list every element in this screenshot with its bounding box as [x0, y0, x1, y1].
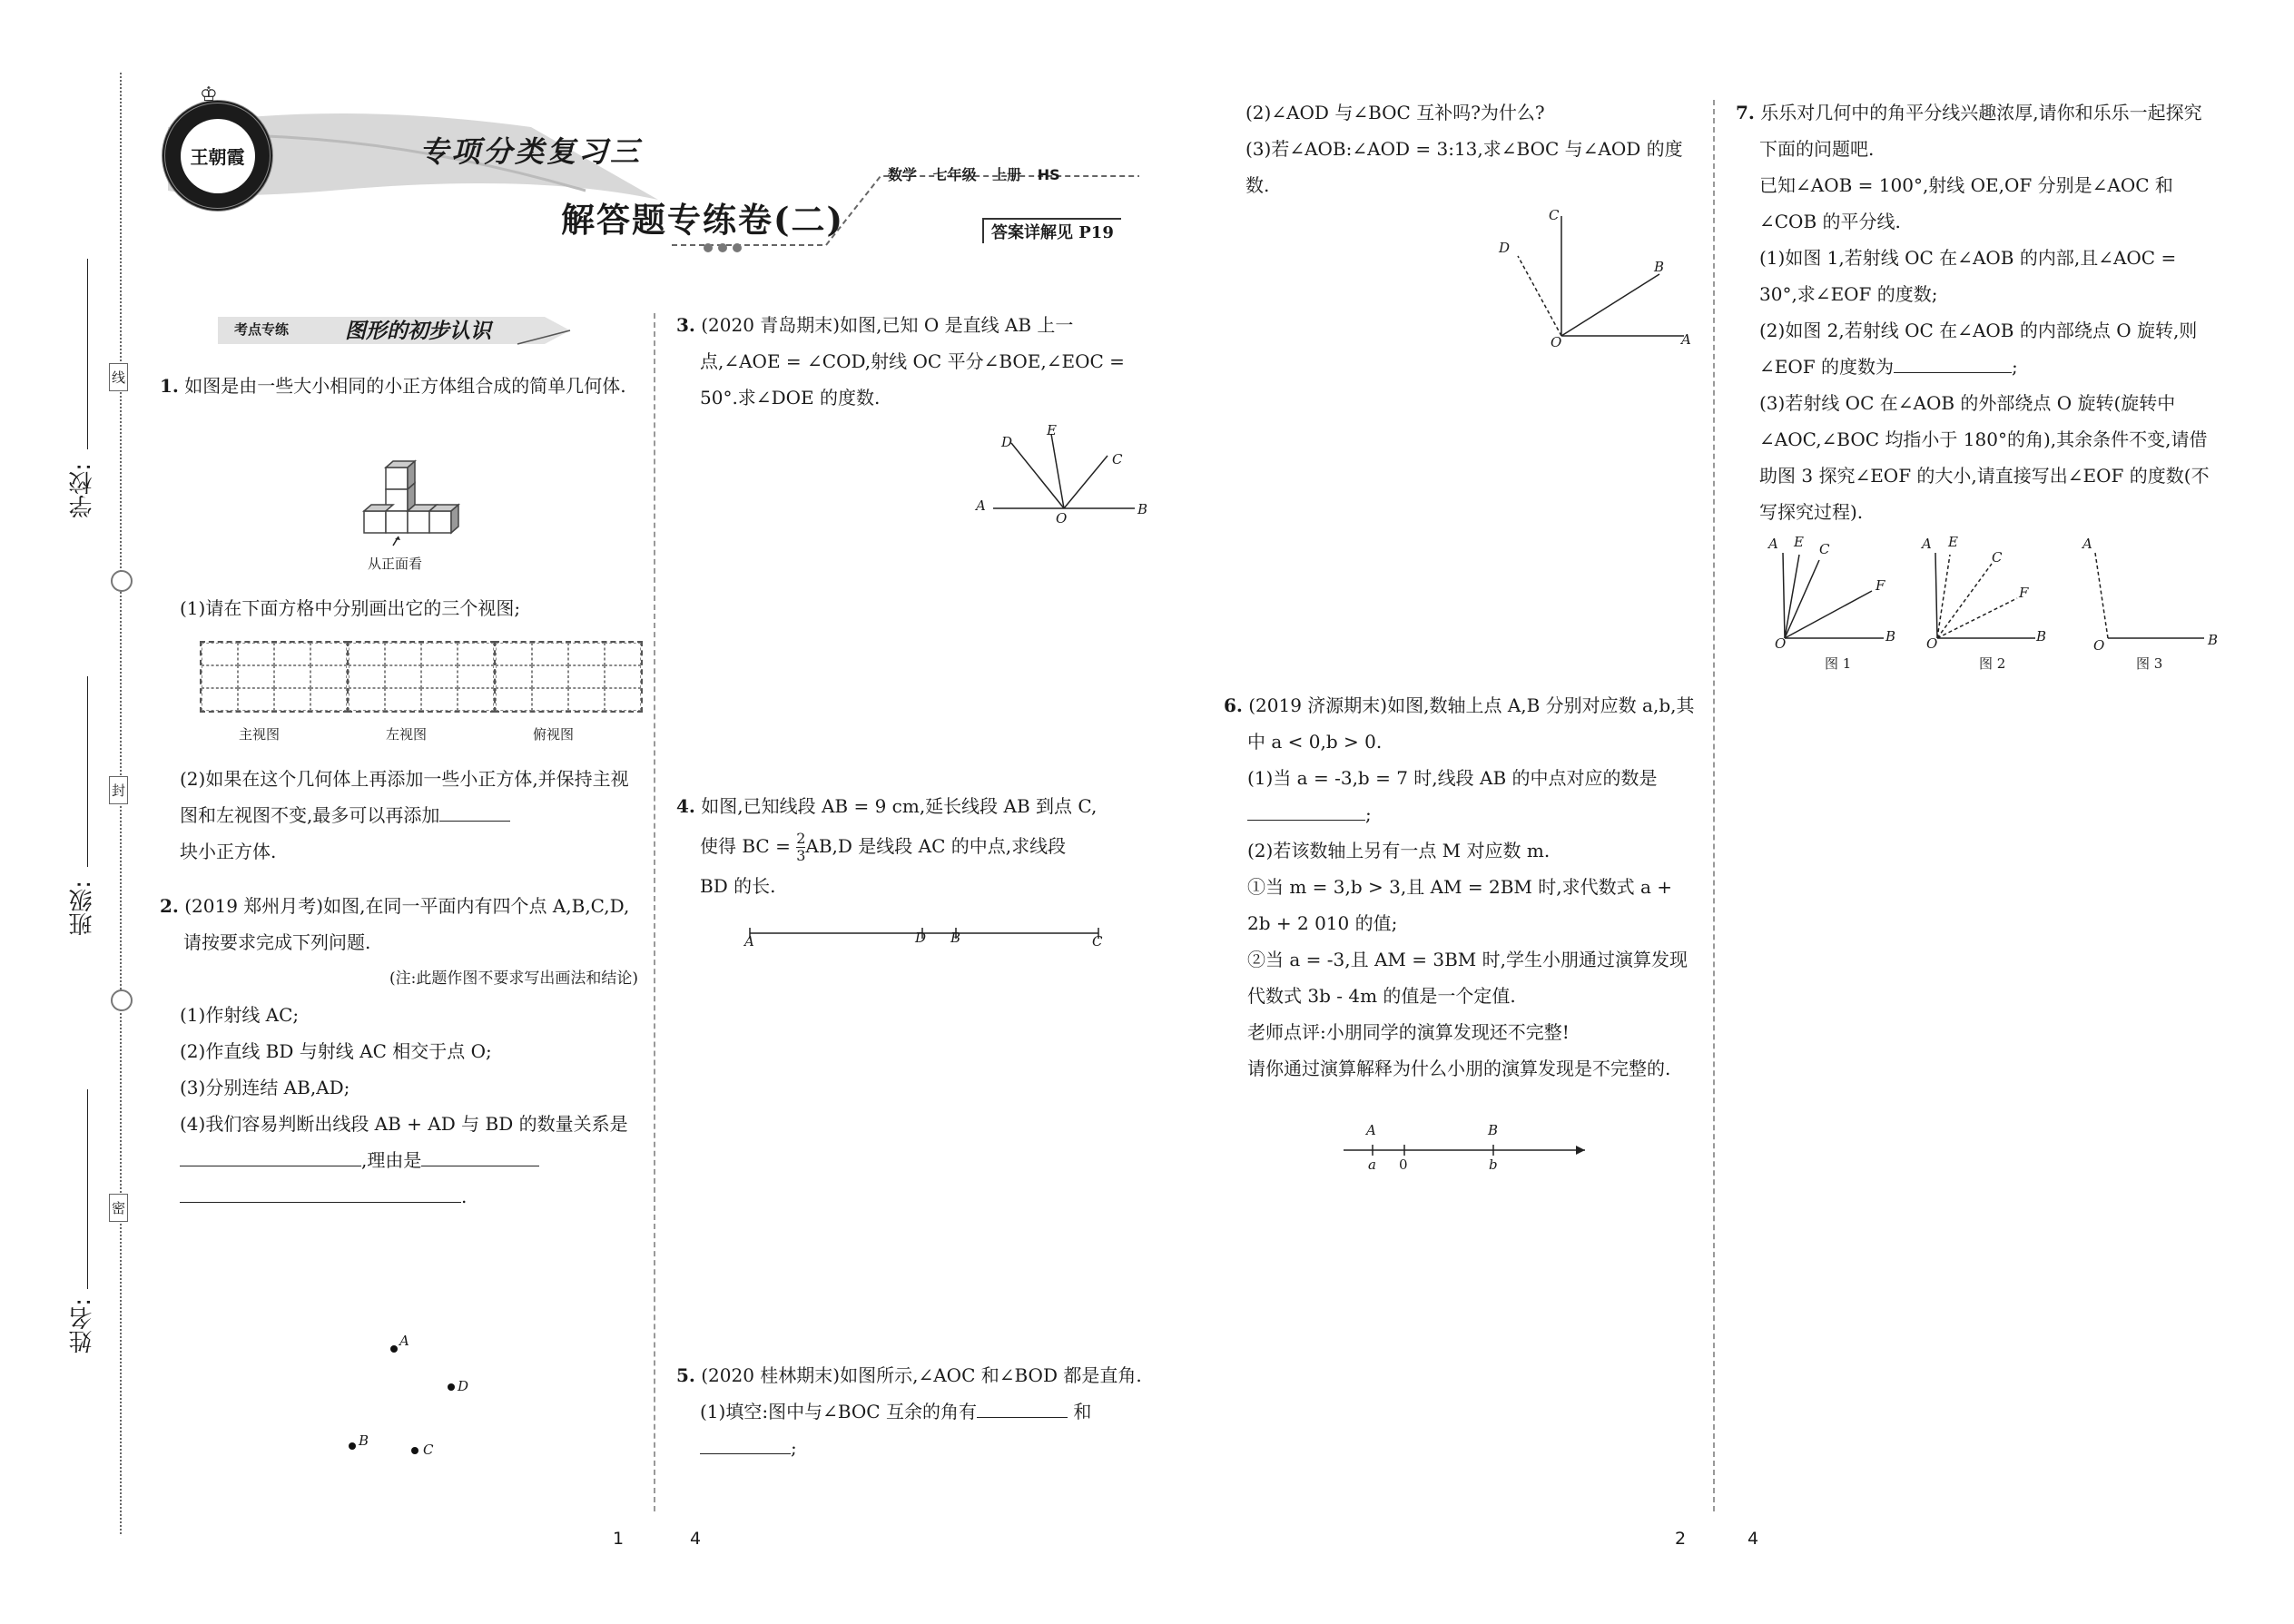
- question-4: [676, 786, 1148, 906]
- point-label: A: [399, 1333, 409, 1349]
- part-text: (1)填空:图中与∠BOC 互余的角有: [700, 1401, 977, 1422]
- question-1: [160, 368, 632, 404]
- point-label: E: [1047, 422, 1057, 438]
- point-label: B: [2208, 632, 2219, 648]
- part-text: (2)如果在这个几何体上再添加一些小正方体,并保持主视图和左视图不变,最多可以再添加: [180, 768, 629, 826]
- point-label: C: [1092, 933, 1103, 950]
- grid-left-view[interactable]: [347, 641, 496, 713]
- part-text: 块小正方体.: [180, 841, 277, 862]
- page-number: 4: [1748, 1529, 1759, 1549]
- point-label: O: [1926, 635, 1938, 652]
- grid-label-main: 主视图: [239, 726, 281, 743]
- question-stem: 使得 BC =: [700, 835, 797, 857]
- part-text: ;: [2012, 356, 2018, 378]
- point-label: A: [976, 497, 986, 514]
- grid-label-top: 俯视图: [533, 726, 575, 743]
- school-label: 学校:: [69, 463, 96, 518]
- part-text: ,理由是: [361, 1149, 422, 1171]
- part-text: (2)如图 2,若射线 OC 在∠AOB 的内部绕点 O 旋转,则∠EOF 的度数为: [1759, 320, 2198, 378]
- question-number: 5.: [676, 1364, 695, 1386]
- point-label: C: [1992, 549, 2003, 566]
- name-blank[interactable]: [87, 1089, 88, 1289]
- point-label: F: [1876, 577, 1885, 594]
- column-divider: [654, 313, 655, 1511]
- point-label: O: [1775, 635, 1787, 652]
- seal-mark-line: 线: [109, 363, 128, 391]
- answer-blank[interactable]: [977, 1393, 1068, 1418]
- point-label: O: [1551, 334, 1562, 350]
- section-tag: 考点专练: [234, 321, 290, 338]
- part-text: ;: [1365, 803, 1372, 825]
- answer-blank[interactable]: [1247, 796, 1365, 821]
- axis-label: b: [1489, 1156, 1498, 1173]
- question-number: 3.: [676, 314, 695, 336]
- grid-main-view[interactable]: [200, 641, 349, 713]
- point-label: A: [1768, 536, 1778, 552]
- question-number: 6.: [1224, 694, 1243, 716]
- answer-blank[interactable]: [180, 1142, 361, 1166]
- figure-caption: 图 1: [1825, 655, 1852, 672]
- series-title: 专项分类复习三: [419, 134, 643, 169]
- point-label: D: [458, 1378, 469, 1394]
- point-label: D: [1499, 240, 1511, 256]
- binding-hole-icon: [111, 989, 133, 1011]
- school-blank[interactable]: [87, 259, 88, 449]
- answer-blank[interactable]: [439, 797, 510, 822]
- question-stem: (2019 郑州月考)如图,在同一平面内有四个点 A,B,C,D,请按要求完成下列问题.: [183, 895, 630, 953]
- figure-caption: 图 3: [2136, 655, 2163, 672]
- seal-mark-seal: 封: [109, 776, 128, 804]
- part-text: (1)当 a = -3,b = 7 时,线段 AB 的中点对应的数是: [1247, 767, 1658, 789]
- point-label: F: [2019, 585, 2029, 601]
- point-label: D: [915, 930, 927, 946]
- question-1-part-2: [180, 761, 638, 870]
- question-2-part-2: (2)作直线 BD 与射线 AC 相交于点 O;: [180, 1040, 492, 1062]
- answer-blank[interactable]: [700, 1430, 791, 1454]
- axis-label: a: [1368, 1156, 1376, 1173]
- page-number: 1: [613, 1529, 625, 1549]
- question-6-part-2-2: ②当 a = -3,且 AM = 3BM 时,学生小朋通过演算发现代数式 3b - 4m 的值是一个定值.: [1247, 949, 1688, 1007]
- answer-blank[interactable]: [180, 1178, 461, 1203]
- question-5-part-3: (3)若∠AOB:∠AOD = 3:13,求∠BOC 与∠AOD 的度数.: [1245, 138, 1683, 196]
- question-6-part-2-1: ①当 m = 3,b > 3,且 AM = 2BM 时,求代数式 a + 2b + 2 010 的值;: [1247, 876, 1672, 934]
- point-label: A: [1922, 536, 1932, 552]
- subject-info: 数学 七年级 上册 HS: [888, 166, 1060, 183]
- point-label: B: [359, 1432, 369, 1449]
- question-6: [1224, 687, 1700, 1087]
- question-number: 1.: [160, 375, 179, 397]
- point-label: O: [2093, 637, 2105, 654]
- question-2-part-4: [160, 1106, 638, 1178]
- angle-figure-q5: [1498, 209, 1698, 354]
- question-stem: BD 的长.: [700, 875, 776, 897]
- fraction-denominator: 3: [796, 847, 806, 864]
- point-label: B: [1137, 501, 1148, 517]
- question-stem: (2020 桂林期末)如图所示,∠AOC 和∠BOD 都是直角.: [701, 1364, 1142, 1386]
- question-5-part-2: (2)∠AOD 与∠BOC 互补吗?为什么?: [1245, 102, 1545, 123]
- question-note: (注:此题作图不要求写出画法和结论): [389, 969, 638, 988]
- part-text: ;: [791, 1437, 797, 1459]
- cube-solid-figure: [350, 458, 486, 558]
- question-1-part-1: (1)请在下面方格中分别画出它的三个视图;: [180, 597, 521, 619]
- point-label: B: [950, 930, 961, 946]
- question-2-part-3: (3)分别连结 AB,AD;: [180, 1077, 350, 1098]
- question-5-continued: [1245, 94, 1699, 203]
- teacher-comment: 老师点评:小朋同学的演算发现还不完整!: [1247, 1021, 1570, 1043]
- question-7-given: 已知∠AOB = 100°,射线 OE,OF 分别是∠AOC 和∠COB 的平分线.: [1759, 174, 2173, 232]
- point-label: B: [1488, 1122, 1499, 1138]
- section-title: 图形的初步认识: [345, 320, 491, 343]
- part-text: (4)我们容易判断出线段 AB + AD 与 BD 的数量关系是: [180, 1113, 628, 1135]
- point-label: A: [1366, 1122, 1376, 1138]
- point-label: C: [1112, 451, 1123, 468]
- question-stem: 如图,已知线段 AB = 9 cm,延长线段 AB 到点 C,: [701, 795, 1098, 817]
- question-stem: (2019 济源期末)如图,数轴上点 A,B 分别对应数 a,b,其中 a < 0,b > 0.: [1247, 694, 1695, 753]
- class-blank[interactable]: [87, 676, 88, 867]
- question-7-part-1: (1)如图 1,若射线 OC 在∠AOB 的内部,且∠AOC = 30°,求∠EOF 的度数;: [1759, 247, 2177, 305]
- point-label: E: [1794, 534, 1804, 550]
- figure-caption: 从正面看: [368, 556, 423, 572]
- seal-mark-dense: 密: [109, 1194, 128, 1222]
- point-label: A: [744, 933, 754, 950]
- section-heading: [218, 313, 581, 348]
- point-label: D: [1001, 434, 1013, 450]
- page-number: 2: [1675, 1529, 1687, 1549]
- point-label: E: [1948, 534, 1958, 550]
- axis-label: 0: [1399, 1156, 1408, 1173]
- fraction-numerator: 2: [796, 830, 806, 847]
- question-6-part-2: (2)若该数轴上另有一点 M 对应数 m.: [1247, 840, 1551, 861]
- question-5: [676, 1357, 1153, 1466]
- name-label: 姓名:: [69, 1298, 96, 1353]
- question-stem: 乐乐对几何中的角平分线兴趣浓厚,请你和乐乐一起探究下面的问题吧.: [1759, 102, 2202, 160]
- part-text: .: [461, 1186, 468, 1207]
- question-stem: 如图是由一些大小相同的小正方体组合成的简单几何体.: [184, 375, 626, 397]
- point-label: B: [1654, 259, 1665, 275]
- point-label: A: [2082, 536, 2092, 552]
- question-number: 7.: [1736, 102, 1755, 123]
- point-label: C: [1549, 207, 1560, 223]
- point-label: A: [1681, 331, 1691, 348]
- figure-caption: 图 2: [1979, 655, 2006, 672]
- point-label: B: [2036, 628, 2047, 645]
- point-label: C: [1819, 541, 1830, 557]
- class-label: 班级:: [69, 881, 96, 936]
- crown-icon: ♔: [200, 84, 218, 106]
- answer-reference: 答案详解见 P19: [982, 218, 1121, 243]
- question-stem: (2020 青岛期末)如图,已知 O 是直线 AB 上一点,∠AOE = ∠COD,射线 OC 平分∠BOE,∠EOC = 50°.求∠DOE 的度数.: [700, 314, 1125, 408]
- logo-text: 王朝霞: [181, 119, 255, 193]
- page-number: 4: [690, 1529, 702, 1549]
- question-3: [676, 307, 1148, 416]
- answer-blank[interactable]: [421, 1142, 539, 1166]
- brand-logo: [162, 100, 273, 212]
- question-2-part-1: (1)作射线 AC;: [180, 1004, 300, 1026]
- grid-top-view[interactable]: [494, 641, 643, 713]
- point-label: B: [1885, 628, 1896, 645]
- answer-blank[interactable]: [1894, 349, 2012, 373]
- column-divider: [1713, 100, 1715, 1511]
- question-7-part-3: (3)若射线 OC 在∠AOB 的外部绕点 O 旋转(旋转中∠AOC,∠BOC 均指小于 180°的角),其余条件不变,请借助图 3 探究∠EOF 的大小,请直接写出∠EOF 的度数(不写探究过程).: [1759, 392, 2210, 523]
- binding-hole-icon: [111, 570, 133, 592]
- fraction: [796, 831, 805, 864]
- paper-title: 解答题专练卷(二): [561, 200, 845, 240]
- point-label: O: [1056, 510, 1068, 527]
- question-number: 4.: [676, 795, 695, 817]
- question-stem: AB,D 是线段 AC 的中点,求线段: [805, 835, 1067, 857]
- question-number: 2.: [160, 895, 179, 917]
- question-6-ask: 请你通过演算解释为什么小朋的演算发现是不完整的.: [1247, 1058, 1671, 1079]
- part-text: 和: [1073, 1401, 1092, 1422]
- question-2: [160, 888, 638, 1215]
- grid-label-left: 左视图: [386, 726, 428, 743]
- point-label: C: [423, 1442, 434, 1458]
- question-7: [1736, 94, 2212, 530]
